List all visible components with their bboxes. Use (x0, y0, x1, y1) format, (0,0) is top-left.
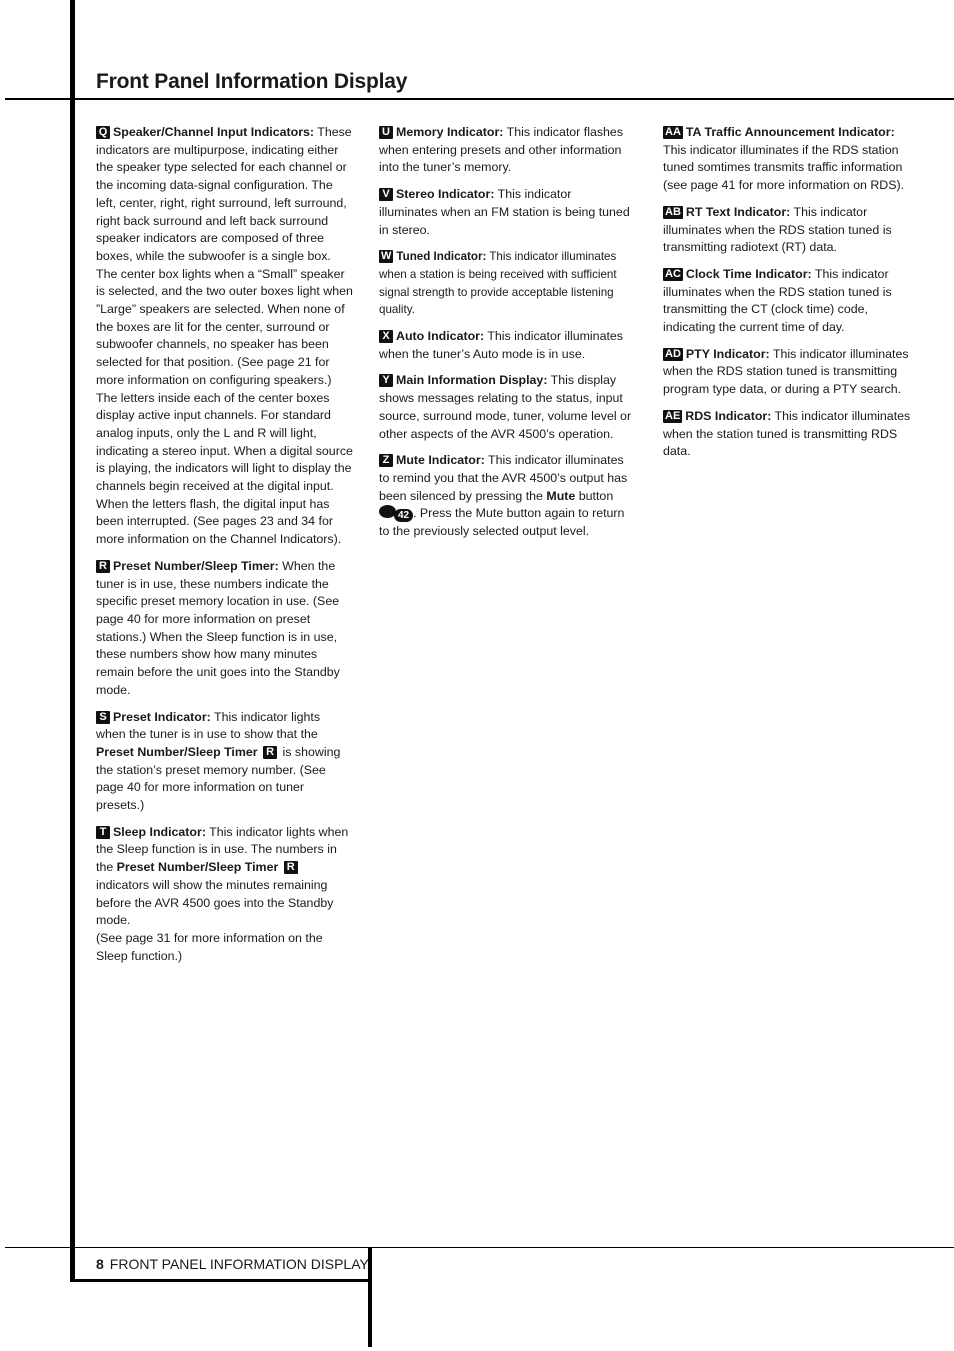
entry-term: Sleep Indicator: (113, 824, 206, 839)
entry-bold-reference: Mute (546, 488, 576, 503)
entry-text: This indicator illuminates when an FM station is being tuned in stereo. (379, 187, 630, 237)
callout-badge: AE (665, 409, 681, 422)
entry-text: This indicator illuminates when the station tuned is transmitting RDS data. (663, 408, 911, 459)
left-margin-bar (70, 0, 75, 1281)
entry-ta-traffic-announcement (663, 124, 921, 195)
callout-badge-reference: R (284, 861, 298, 874)
entry-text: This indicator illuminates when the RDS station tuned is transmitting radiotext (RT) data. (663, 204, 892, 255)
entry-auto-indicator (379, 328, 632, 363)
entry-term: Memory Indicator: (396, 125, 504, 139)
entry-main-information-display (379, 372, 632, 443)
callout-badge: AD (665, 347, 681, 360)
callout-badge: U (379, 126, 393, 139)
entry-term: PTY Indicator: (685, 346, 770, 361)
entry-term: Preset Number/Sleep Timer: (113, 558, 279, 573)
callout-badge: Y (379, 374, 393, 387)
entry-text: indicators will show the minutes remaining before the AVR 4500 goes into the Standby mode. (96, 877, 334, 928)
entry-text: These indicators are multipurpose, indicating either the speaker type selected for each channel or the incoming data-signal configuration. The left, center, right, right surround, left surround, right back surround and left back surround speaker indicators are composed of three boxes, while the subwoofer is a single box. The center box lights when a “Small” speaker is selected, and the two outer boxes light when ”Large” speakers are selected. When none of the boxes are lit for the center, surround or subwoofer channels, no speaker has been selected for that position. (See page 21 for more information on configuring speakers.) The letters inside each of the center boxes display active input channels. For standard analog inputs, only the L and R will light, indicating a stereo input. When a digital source is playing, the indicators will light to display the channels begin received at the digital input. When the letters flash, the digital input has been interrupted. (See pages 23 and 34 for more information on the Channel Indicators). (96, 125, 353, 547)
entry-mute-indicator (379, 452, 632, 541)
callout-badge: T (96, 826, 110, 839)
entry-preset-number-sleep-timer (96, 558, 353, 700)
entry-memory-indicator (379, 124, 632, 177)
entry-text: This display shows messages relating to the status, input source, surround mode, tuner, volume level or other aspects of the AVR 4500’s operation. (379, 373, 632, 441)
entry-text: . Press the Mute button again to return to the previously selected output level. (379, 506, 625, 539)
column-3 (663, 124, 921, 470)
callout-badge: R (96, 560, 110, 573)
callout-badge: Z (379, 454, 393, 467)
entry-text: This indicator lights when the tuner is in use to show that the (96, 709, 321, 742)
entry-stereo-indicator (379, 186, 632, 239)
entry-speaker-channel-input (96, 124, 353, 549)
column-1 (96, 124, 353, 974)
entry-term: TA Traffic Announcement Indicator: (685, 125, 895, 139)
entry-rt-text-indicator (663, 204, 921, 257)
entry-text: is showing the station’s preset memory number. (See page 40 for more information on tuner presets.) (96, 744, 341, 813)
entry-term: RDS Indicator: (685, 408, 772, 423)
entry-preset-indicator (96, 709, 353, 815)
entry-term: RT Text Indicator: (685, 204, 791, 219)
entry-text: (See page 31 for more information on the Sleep function.) (96, 930, 323, 963)
callout-badge: V (379, 188, 393, 201)
entry-bold-reference: Preset Number/Sleep Timer (96, 744, 258, 759)
entry-rds-indicator (663, 408, 921, 461)
header-rule (5, 98, 954, 100)
entry-text: This indicator illuminates when the RDS station tuned is transmitting the CT (clock time) code, indicating the current time of day. (663, 266, 892, 335)
column-2 (379, 124, 632, 550)
entry-sleep-indicator (96, 824, 353, 966)
entry-text: This indicator illuminates when the tuner’s Auto mode is in use. (379, 329, 623, 361)
entry-text: This indicator illuminates to remind you that the AVR 4500’s output has been silenced by pressing the (379, 453, 628, 503)
entry-text: This indicator illuminates if the RDS station tuned somtimes transmits traffic information (see page 41 for more information on RDS). (663, 142, 905, 193)
callout-badge: W (381, 250, 392, 263)
entry-pty-indicator (663, 346, 921, 399)
page-number: 8 (96, 1256, 104, 1272)
callout-badge: X (379, 330, 393, 343)
entry-text: This indicator illuminates when a station is being received with sufficient signal strength to provide acceptable listening quality. (379, 250, 617, 317)
entry-text: This indicator lights when the Sleep function is in use. The numbers in the (96, 824, 349, 875)
page-title: Front Panel Information Display (96, 70, 408, 93)
entry-text: This indicator flashes when entering presets and other information into the tuner’s memory. (379, 125, 624, 175)
entry-term: Preset Indicator: (113, 709, 211, 724)
footer-section-title: FRONT PANEL INFORMATION DISPLAY (109, 1256, 369, 1272)
remote-button-number: 42 (394, 509, 413, 522)
page-footer (96, 1256, 369, 1272)
entry-term: Speaker/Channel Input Indicators: (113, 125, 315, 139)
entry-term: Main Information Display: (396, 373, 548, 388)
entry-term: Stereo Indicator: (396, 187, 495, 202)
callout-badge: AB (665, 205, 681, 218)
entry-term: Tuned Indicator: (396, 250, 487, 264)
entry-clock-time-indicator (663, 266, 921, 337)
callout-badge: S (96, 711, 110, 724)
entry-text: When the tuner is in use, these numbers indicate the specific preset memory location in use. (See page 40 for more information on preset stations.) When the Sleep function is in use, these numbers show how many minutes remain before the unit goes into the Standby mode. (96, 558, 340, 697)
entry-tuned-indicator (379, 248, 632, 319)
callout-badge: Q (96, 126, 110, 139)
entry-term: Clock Time Indicator: (685, 266, 812, 281)
entry-term: Auto Indicator: (396, 329, 485, 344)
entry-term: Mute Indicator: (396, 453, 485, 468)
entry-text: button (575, 488, 614, 503)
callout-badge: AC (665, 267, 681, 280)
callout-badge-reference: R (263, 746, 277, 759)
callout-badge: AA (665, 126, 681, 138)
entry-bold-reference: Preset Number/Sleep Timer (116, 860, 279, 875)
entry-text: This indicator illuminates when the RDS station tuned is transmitting program type data, or during a PTY search. (663, 346, 909, 397)
